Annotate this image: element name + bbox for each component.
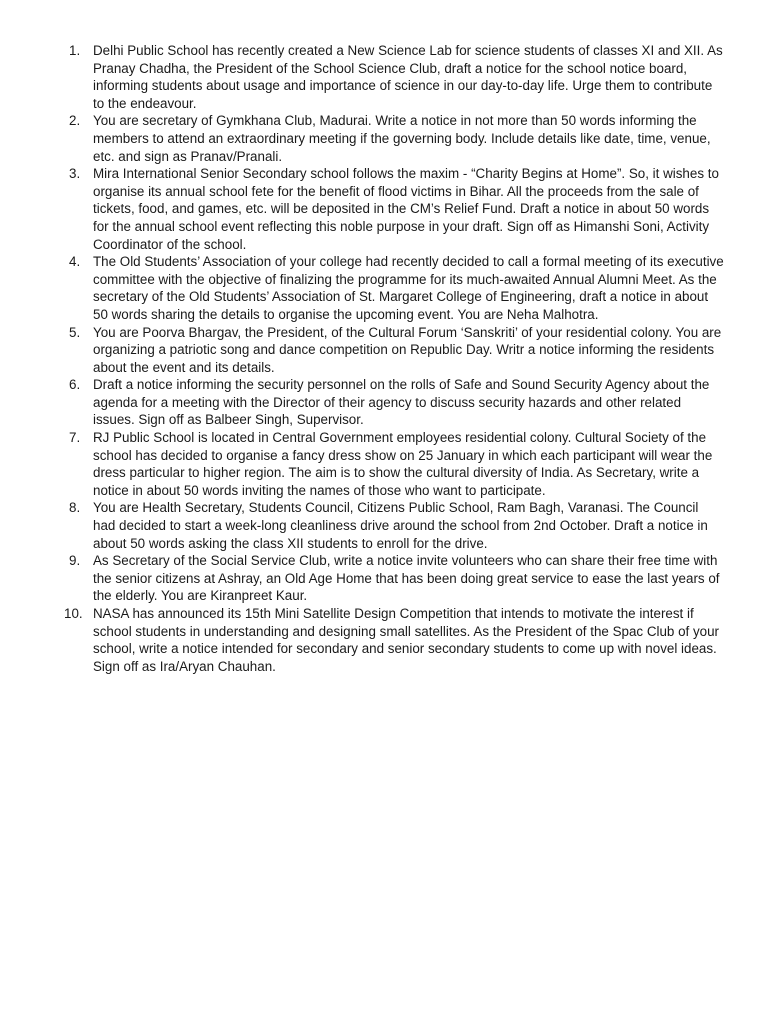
- question-item-8: [64, 499, 724, 552]
- question-item-1: [64, 42, 724, 112]
- question-number: 6.: [69, 377, 81, 393]
- question-number: 3.: [69, 166, 81, 182]
- question-text: You are Poorva Bhargav, the President, of the Cultural Forum ‘Sanskriti’ of your residential colony. You are organizing a patriotic song and dance competition on Republic Day. Writr a notice informing the residents about the event and its details.: [93, 324, 722, 375]
- question-number: 9.: [69, 553, 81, 569]
- question-item-3: [64, 165, 724, 253]
- question-text: The Old Students’ Association of your college had recently decided to call a formal meeting of its executive committee with the objective of finalizing the programme for its much-awaited Annual Alumni Meet. As the secretary of the Old Students’ Association of St. Margaret College of Engineering, draft a notice in about 50 words sharing the details to organise the upcoming event. You are Neha Malhotra.: [93, 254, 724, 322]
- question-number: 8.: [69, 500, 81, 516]
- question-item-2: [64, 112, 724, 165]
- question-number: 5.: [69, 324, 81, 340]
- question-item-5: [64, 324, 724, 377]
- question-number: 10.: [64, 606, 83, 621]
- question-text: Draft a notice informing the security personnel on the rolls of Safe and Sound Security Agency about the agenda for a meeting with the Director of their agency to discuss security hazards and other related issues. Sign off as Balbeer Singh, Supervisor.: [93, 377, 710, 428]
- question-item-4: [64, 253, 724, 323]
- question-number: 1.: [69, 43, 81, 58]
- question-number: 2.: [69, 113, 81, 129]
- question-text: NASA has announced its 15th Mini Satellite Design Competition that intends to motivate the interest if school students in understanding and designing small satellites. As the President of the Spac Club of your school, write a notice intended for secondary and senior secondary students to come up with novel ideas. Sign off as Ira/Aryan Chauhan.: [93, 606, 720, 674]
- question-list: [64, 42, 724, 675]
- question-text: You are secretary of Gymkhana Club, Madurai. Write a notice in not more than 50 words informing the members to attend an extraordinary meeting if the governing body. Include details like date, time, venue, etc. and sign as Pranav/Pranali.: [93, 113, 711, 164]
- question-text: Mira International Senior Secondary school follows the maxim - “Charity Begins at Home”. So, it wishes to organise its annual school fete for the benefit of flood victims in Bihar. All the proceeds from the sale of tickets, food, and games, etc. will be deposited in the CM’s Relief Fund. Draft a notice in about 50 words for the annual school event reflecting this noble purpose in your draft. Sign off as Himanshi Soni, Activity Coordinator of the school.: [93, 166, 719, 252]
- question-number: 7.: [69, 430, 81, 446]
- question-item-6: [64, 376, 724, 429]
- question-item-7: [64, 429, 724, 499]
- question-item-9: [64, 552, 724, 605]
- question-text: Delhi Public School has recently created a New Science Lab for science students of classes XI and XII. As Pranay Chadha, the President of the School Science Club, draft a notice for the school notice board, informing students about usage and importance of science in our day-to-day life. Urge them to contribute to the endeavour.: [93, 43, 723, 111]
- question-text: You are Health Secretary, Students Council, Citizens Public School, Ram Bagh, Varanasi. The Council had decided to start a week-long cleanliness drive around the school from 2nd October. Draft a notice in about 50 words asking the class XII students to enroll for the drive.: [93, 500, 708, 551]
- question-number: 4.: [69, 254, 81, 270]
- question-item-10: [64, 605, 724, 675]
- question-text: RJ Public School is located in Central Government employees residential colony. Cultural Society of the school has decided to organise a fancy dress show on 25 January in which each participant will wear the dress particular to higher region. The aim is to show the cultural diversity of India. As Secretary, write a notice in about 50 words inviting the names of those who want to participate.: [93, 430, 713, 498]
- question-text: As Secretary of the Social Service Club, write a notice invite volunteers who can share their free time with the senior citizens at Ashray, an Old Age Home that has been doing great service to ease the last years of the elderly. You are Kiranpreet Kaur.: [93, 553, 720, 604]
